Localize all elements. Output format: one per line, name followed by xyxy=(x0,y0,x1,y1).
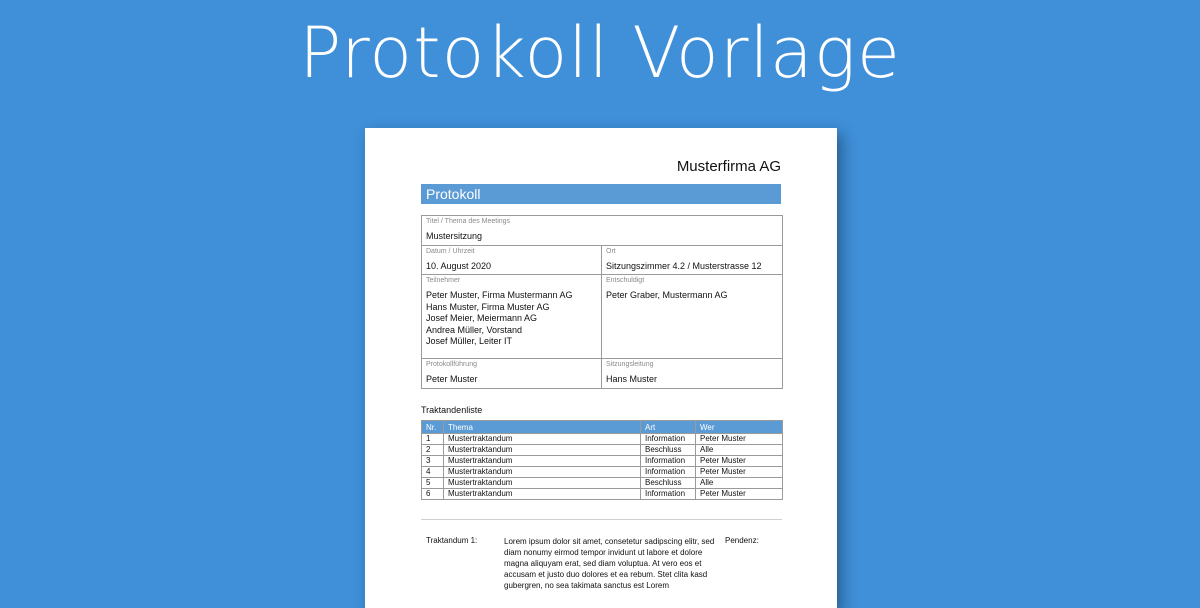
chair-cell xyxy=(602,359,783,389)
table-row xyxy=(422,467,783,478)
agenda-cell: Information xyxy=(641,489,696,500)
agenda-header-topic: Thema xyxy=(444,421,641,434)
agenda-cell: Peter Muster xyxy=(696,434,783,445)
title-label: Titel / Thema des Meetings xyxy=(426,218,511,225)
agenda-cell: Mustertraktandum xyxy=(444,467,641,478)
chair-value: Hans Muster xyxy=(606,374,658,384)
meeting-info-table xyxy=(421,215,783,389)
chair-label: Sitzungsleitung xyxy=(606,361,654,368)
participant: Peter Muster, Firma Mustermann AG xyxy=(426,290,573,300)
title-cell xyxy=(422,216,783,246)
table-row xyxy=(422,489,783,500)
agenda-table xyxy=(421,420,783,500)
minutes-label: Protokollführung xyxy=(426,361,477,368)
agenda-cell: 1 xyxy=(422,434,444,445)
participant: Andrea Müller, Vorstand xyxy=(426,324,523,335)
excused-person: Peter Graber, Mustermann AG xyxy=(606,290,728,300)
agenda-cell: 2 xyxy=(422,445,444,456)
agenda-cell: 3 xyxy=(422,456,444,467)
document-page xyxy=(365,128,837,608)
agenda-cell: Information xyxy=(641,467,696,478)
agenda-cell: Mustertraktandum xyxy=(444,456,641,467)
agenda-cell: 5 xyxy=(422,478,444,489)
agenda-item-label: Traktandum 1: xyxy=(426,536,478,545)
participants-label: Teilnehmer xyxy=(426,277,461,284)
agenda-cell: Alle xyxy=(696,445,783,456)
agenda-cell: Mustertraktandum xyxy=(444,489,641,500)
excused-cell xyxy=(602,275,783,359)
place-cell xyxy=(602,245,783,275)
banner-title: Protokoll Vorlage xyxy=(299,12,901,94)
agenda-header-nr: Nr. xyxy=(422,421,444,434)
agenda-cell: Alle xyxy=(696,478,783,489)
participant: Josef Müller, Leiter IT xyxy=(426,336,513,346)
agenda-cell: Information xyxy=(641,434,696,445)
agenda-header-who: Wer xyxy=(696,421,783,434)
agenda-cell: Beschluss xyxy=(641,478,696,489)
participant: Hans Muster, Firma Muster AG xyxy=(426,301,550,312)
place-value: Sitzungszimmer 4.2 / Musterstrasse 12 xyxy=(606,260,762,271)
excused-label: Entschuldigt xyxy=(606,277,645,284)
agenda-cell: Mustertraktandum xyxy=(444,434,641,445)
table-row xyxy=(422,445,783,456)
document-heading: Protokoll xyxy=(421,184,781,204)
participants-cell xyxy=(422,275,602,359)
section-divider xyxy=(421,519,782,520)
agenda-cell: Peter Muster xyxy=(696,456,783,467)
agenda-cell: Mustertraktandum xyxy=(444,478,641,489)
table-row xyxy=(422,456,783,467)
minutes-value: Peter Muster xyxy=(426,374,478,384)
agenda-header-type: Art xyxy=(641,421,696,434)
table-row xyxy=(422,434,783,445)
pending-label: Pendenz: xyxy=(725,536,759,545)
agenda-cell: Information xyxy=(641,456,696,467)
agenda-cell: Peter Muster xyxy=(696,489,783,500)
agenda-cell: 6 xyxy=(422,489,444,500)
date-label: Datum / Uhrzeit xyxy=(426,247,475,255)
agenda-cell: Peter Muster xyxy=(696,467,783,478)
agenda-cell: 4 xyxy=(422,467,444,478)
place-label: Ort xyxy=(606,247,616,255)
date-value: 10. August 2020 xyxy=(426,260,492,271)
agenda-cell: Mustertraktandum xyxy=(444,445,641,456)
participant: Josef Meier, Meiermann AG xyxy=(426,313,538,323)
agenda-item-body: Lorem ipsum dolor sit amet, consetetur sadipscing elitr, sed diam nonumy eirmod tempor invidunt ut labore et dolore magna aliquyam erat, sed diam voluptua. At vero eos et accusam et justo duo dolores et ea rebum. Stet clita kasd gubergren, no sea takimata sanctus est Lorem xyxy=(504,537,715,590)
company-name: Musterfirma AG xyxy=(676,158,781,175)
agenda-title: Traktandenliste xyxy=(421,405,483,415)
minutes-cell xyxy=(422,359,602,389)
title-value: Mustersitzung xyxy=(426,231,483,241)
date-cell xyxy=(422,245,602,275)
agenda-cell: Beschluss xyxy=(641,445,696,456)
table-row xyxy=(422,478,783,489)
